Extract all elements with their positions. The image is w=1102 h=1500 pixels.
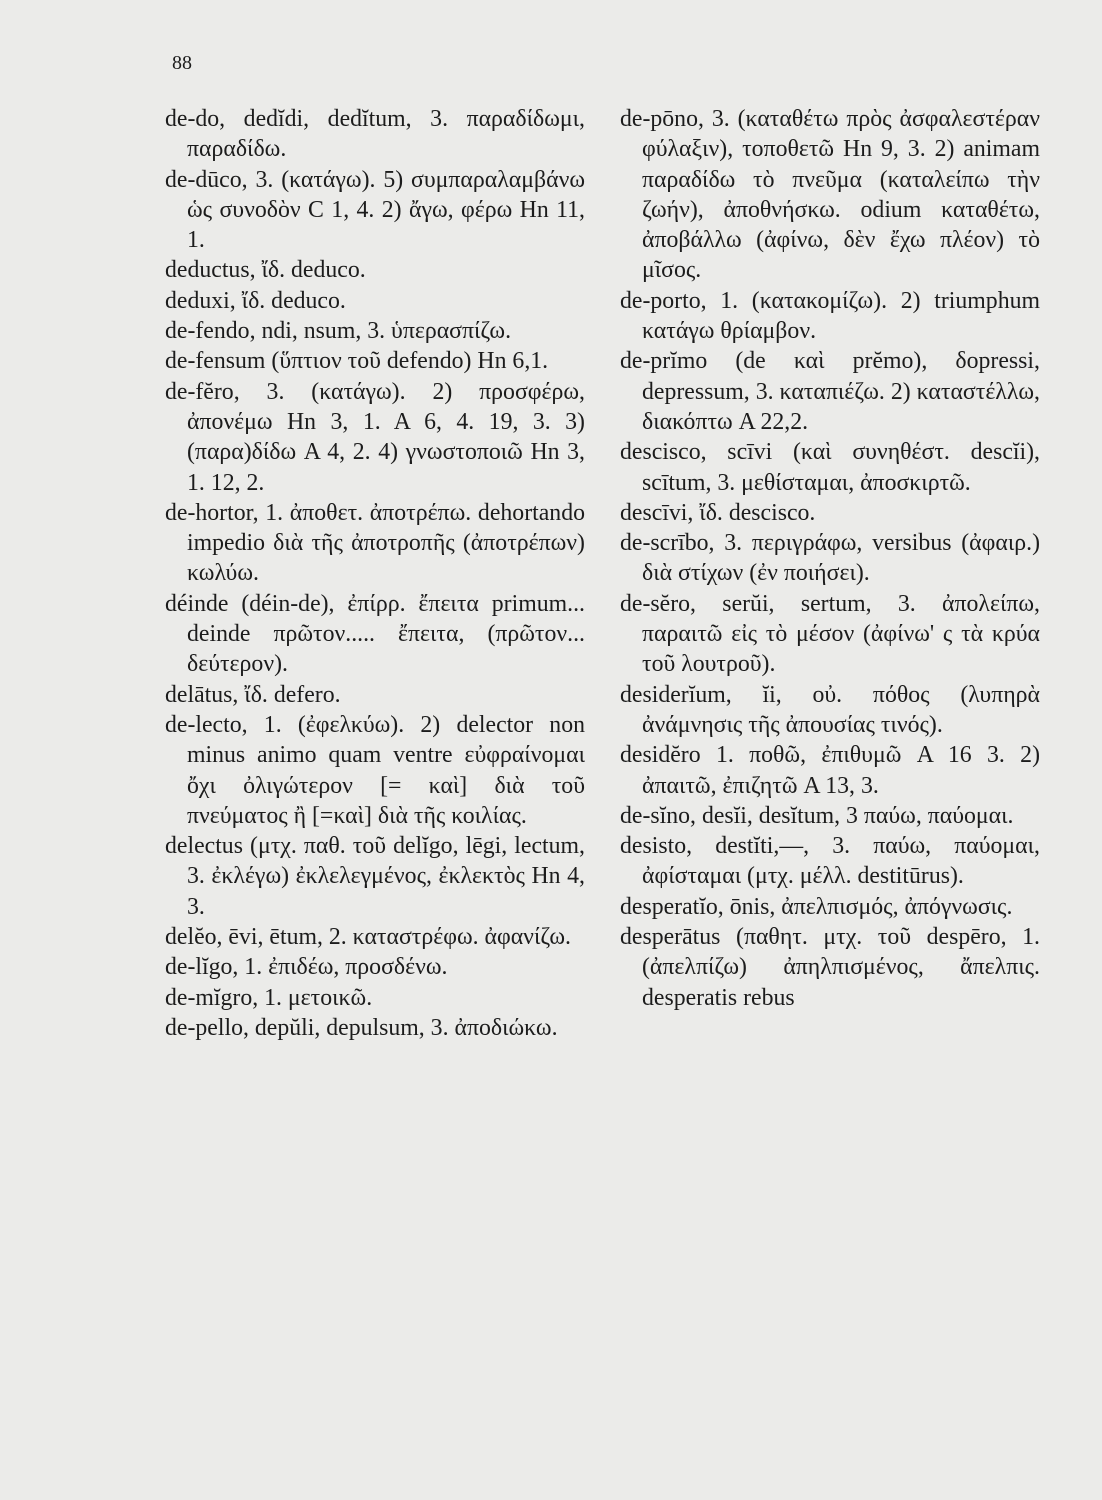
right-column [620, 104, 1040, 1013]
dictionary-entry: delĕo, ēvi, ētum, 2. καταστρέφω. ἀφανίζω. [165, 924, 571, 951]
dictionary-entry: de-hortor, 1. ἀποθετ. ἀποτρέπω. dehortando impedio διὰ τῆς ἀποτροπῆς (ἀποτρέπων) κωλύω. [165, 499, 585, 587]
dictionary-entry: de-do, dedĭdi, dedĭtum, 3. παραδίδωμι, παραδίδω. [165, 106, 585, 163]
dictionary-entry: de-lecto, 1. (ἐφελκύω). 2) delector non minus animo quam ventre εὐφραίνομαι ὄχι ὀλιγώτερον [= καὶ] διὰ τοῦ πνεύματος ἢ [=καὶ] διὰ τῆς κοιλίας. [165, 711, 585, 829]
dictionary-entry: de-pello, depŭli, depulsum, 3. ἀποδιώκω. [165, 1014, 558, 1041]
left-column [165, 104, 585, 1043]
dictionary-entry: de-fendo, ndi, nsum, 3. ὑπερασπίζω. [165, 318, 512, 345]
dictionary-entry: descīvi, ἴδ. descisco. [620, 499, 816, 526]
dictionary-entry: desisto, destĭti,—, 3. παύω, παύομαι, ἀφίσταμαι (μτχ. μέλλ. destitūrus). [620, 833, 1040, 890]
dictionary-entry: de-sĕro, serŭi, sertum, 3. ἀπολείπω, παραιτῶ εἰς τὸ μέσον (ἀφίνω' ς τὰ κρύα τοῦ λουτροῦ). [620, 590, 1040, 678]
dictionary-entry: de-mĭgro, 1. μετοικῶ. [165, 984, 373, 1011]
dictionary-entry: delectus (μτχ. παθ. τοῦ delĭgo, lēgi, lectum, 3. ἐκλέγω) ἐκλελεγμένος, ἐκλεκτὸς Hn 4, 3. [165, 833, 585, 920]
dictionary-entry: delātus, ἴδ. defero. [165, 681, 341, 708]
dictionary-entry: de-lĭgo, 1. ἐπιδέω, προσδένω. [165, 954, 448, 981]
dictionary-entry: de-fensum (ὕπτιον τοῦ defendo) Hn 6,1. [165, 348, 549, 375]
dictionary-entry: deduxi, ἴδ. deduco. [165, 287, 346, 314]
dictionary-entry: de-porto, 1. (κατακομίζω). 2) triumphum κατάγω θρίαμβον. [620, 287, 1040, 345]
dictionary-entry: déinde (déin-de), ἐπίρρ. ἔπειτα primum... deinde πρῶτον..... ἔπειτα, (πρῶτον... δεύτερον). [165, 590, 585, 678]
dictionary-entry: deductus, ἴδ. deduco. [165, 257, 366, 284]
dictionary-entry: de-scrībo, 3. περιγράφω, versibus (ἀφαιρ.) διὰ στίχων (ἐν ποιήσει). [620, 530, 1040, 587]
dictionary-entry: descisco, scīvi (καὶ συνηθέστ. descĭi), scītum, 3. μεθίσταμαι, ἀποσκιρτῶ. [620, 439, 1040, 496]
dictionary-entry: desperatĭo, ōnis, ἀπελπισμός, ἀπόγνωσις. [620, 893, 1013, 920]
dictionary-entry: de-dūco, 3. (κατάγω). 5) συμπαραλαμβάνω ὡς συνοδὸν C 1, 4. 2) ἄγω, φέρω Hn 11, 1. [165, 166, 585, 254]
dictionary-entry: de-prĭmo (de καὶ prĕmo), δopressi, depressum, 3. καταπιέζω. 2) καταστέλλω, διακόπτω A 22,2. [620, 348, 1040, 435]
dictionary-entry: de-fĕro, 3. (κατάγω). 2) προσφέρω, ἀπονέμω Hn 3, 1. A 6, 4. 19, 3. 3) (παρα)δίδω A 4, 2. 4) γνωστοποιῶ Hn 3, 1. 12, 2. [165, 378, 585, 496]
dictionary-entry: desidĕro 1. ποθῶ, ἐπιθυμῶ A 16 3. 2) ἀπαιτῶ, ἐπιζητῶ A 13, 3. [620, 742, 1040, 799]
dictionary-entry: de-pōno, 3. (καταθέτω πρὸς ἀσφαλεστέραν φύλαξιν), τοποθετῶ Hn 9, 3. 2) animam παραδίδω τὸ πνεῦμα (καταλείπω τὴν ζωήν), ἀποθνήσκω. odium καταθέτω, ἀποβάλλω (ἀφίνω, δὲν ἔχω πλέον) τὸ μῖσος. [620, 106, 1040, 284]
dictionary-entry: de-sĭno, desĭi, desĭtum, 3 παύω, παύομαι. [620, 802, 1014, 829]
dictionary-entry: desiderĭum, ĭi, οὐ. πόθος (λυπηρὰ ἀνάμνησις τῆς ἀπουσίας τινός). [620, 681, 1040, 738]
page-number: 88 [172, 52, 192, 74]
dictionary-entry: desperātus (παθητ. μτχ. τοῦ despēro, 1. (ἀπελπίζω) ἀπηλπισμένος, ἄπελπις. desperatis rebus [620, 924, 1040, 1011]
